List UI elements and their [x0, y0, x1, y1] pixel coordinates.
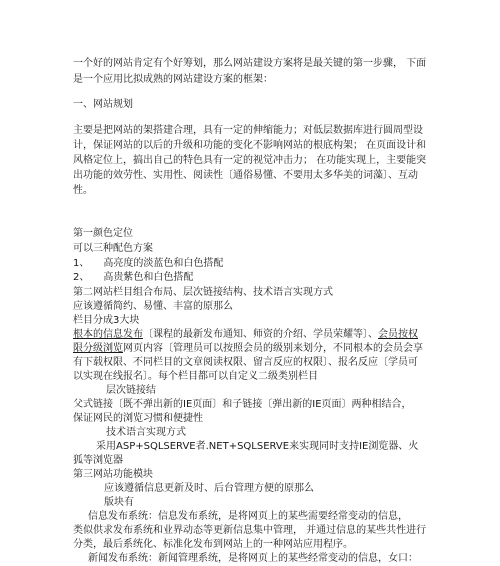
paragraph-line: 主要是把网站的架搭建合理，具有一定的伸缩能力；对低层数据库进行圆周型设	[73, 125, 423, 136]
option-number: 1、	[73, 258, 90, 269]
sub-heading: 层次链接结	[106, 385, 156, 396]
paragraph-line: 根本的信息发布〔课程的最新发布通知、师资的介绍、学员荣耀等〕、会员按权	[73, 329, 418, 340]
paragraph-line: 应该遵循简约、易懂、丰富的原那么	[73, 301, 233, 312]
color-scheme-intro: 可以三种配色方案	[73, 243, 153, 254]
paragraph-line: 信息发布系统：信息发布系统，是将网页上的某些需要经常变动的信息，	[88, 511, 408, 522]
paragraph-line: 采用ASP+SQLSERVE者.NET+SQLSERVE来实现同时支持IE浏览器、火	[96, 441, 419, 452]
section-title: 第三网站功能模块	[73, 469, 153, 480]
paragraph-line: 以实现在线报名〕。每个栏目都可以自定义二级类别栏目	[73, 371, 318, 382]
paragraph-line: 类似供求发布系统和业界动态等更新信息集中管理， 并通过信息的某些共性进行	[73, 525, 427, 536]
color-option	[73, 271, 483, 285]
sub-heading: 版块有	[104, 497, 134, 508]
paragraph-line: 限分级浏览网页内容〔管理员可以按照会员的级别来划分，不同根本的会员会享	[73, 343, 423, 354]
paragraph-line: 栏目分成3大块	[73, 315, 140, 326]
color-heading: 第一颜色定位	[73, 228, 133, 239]
intro-line: 是一个应用比拟成熟的网站建设方案的框架：	[73, 74, 273, 85]
intro-line: 一个好的网站肯定有个好筹划，那么网站建设方案将是最关键的第一步骤， 下面	[73, 58, 427, 69]
paragraph-line: 新闻发布系统：新闻管理系统，是将网页上的某些经常变动的信息，女口：	[88, 553, 418, 564]
color-option	[73, 257, 483, 271]
section-heading: 一、网站规划	[73, 99, 133, 110]
option-text: 高贵紫色和白色搭配	[103, 272, 194, 283]
option-number: 2、	[73, 272, 90, 283]
sub-heading: 技术语言实现方式	[106, 427, 186, 438]
underlined-term: 根本的信息发布	[73, 329, 143, 340]
paragraph-line: 保证网民的浏览习惯和便捷性	[73, 413, 203, 424]
underlined-term: 限分级浏览	[73, 343, 123, 354]
paragraph-line: 出功能的效劳性、实用性、阅读性〔通俗易懂、不要用太多华美的词藻〕、互动	[73, 170, 418, 181]
paragraph-line: 分类，最后系统化、标准化发布到网站上的一种网站应用程序。	[73, 539, 353, 550]
paragraph-line: 应该遵循信息更新及时、后台管理方便的原那么	[104, 483, 314, 494]
underlined-term: 会员按权	[378, 329, 418, 340]
paragraph-line: 性。	[73, 185, 93, 196]
paragraph-line: 狐等浏览器	[73, 455, 123, 466]
option-text: 高亮度的淡蓝色和白色搭配	[103, 258, 224, 269]
paragraph-line: 父式链接〔既不弹出新的IE页面〕和子链接〔弹出新的IE页面〕两种相结合，	[73, 399, 412, 410]
paragraph-line: 风格定位上，搞出自己的特色具有一定的视觉冲击力； 在功能实现上，主要能突	[73, 155, 427, 166]
paragraph-line: 计，保证网站的以后的升级和功能的变化不影响网站的根底构架； 在页面设计和	[73, 140, 427, 151]
section-title: 第二网站栏目组合布局、层次链接结构、技术语言实现方式	[73, 287, 333, 298]
paragraph-line: 有下载权限、不同栏目的文章阅读权限、留言反应的权限〕、报名反应〔学员可	[73, 357, 418, 368]
